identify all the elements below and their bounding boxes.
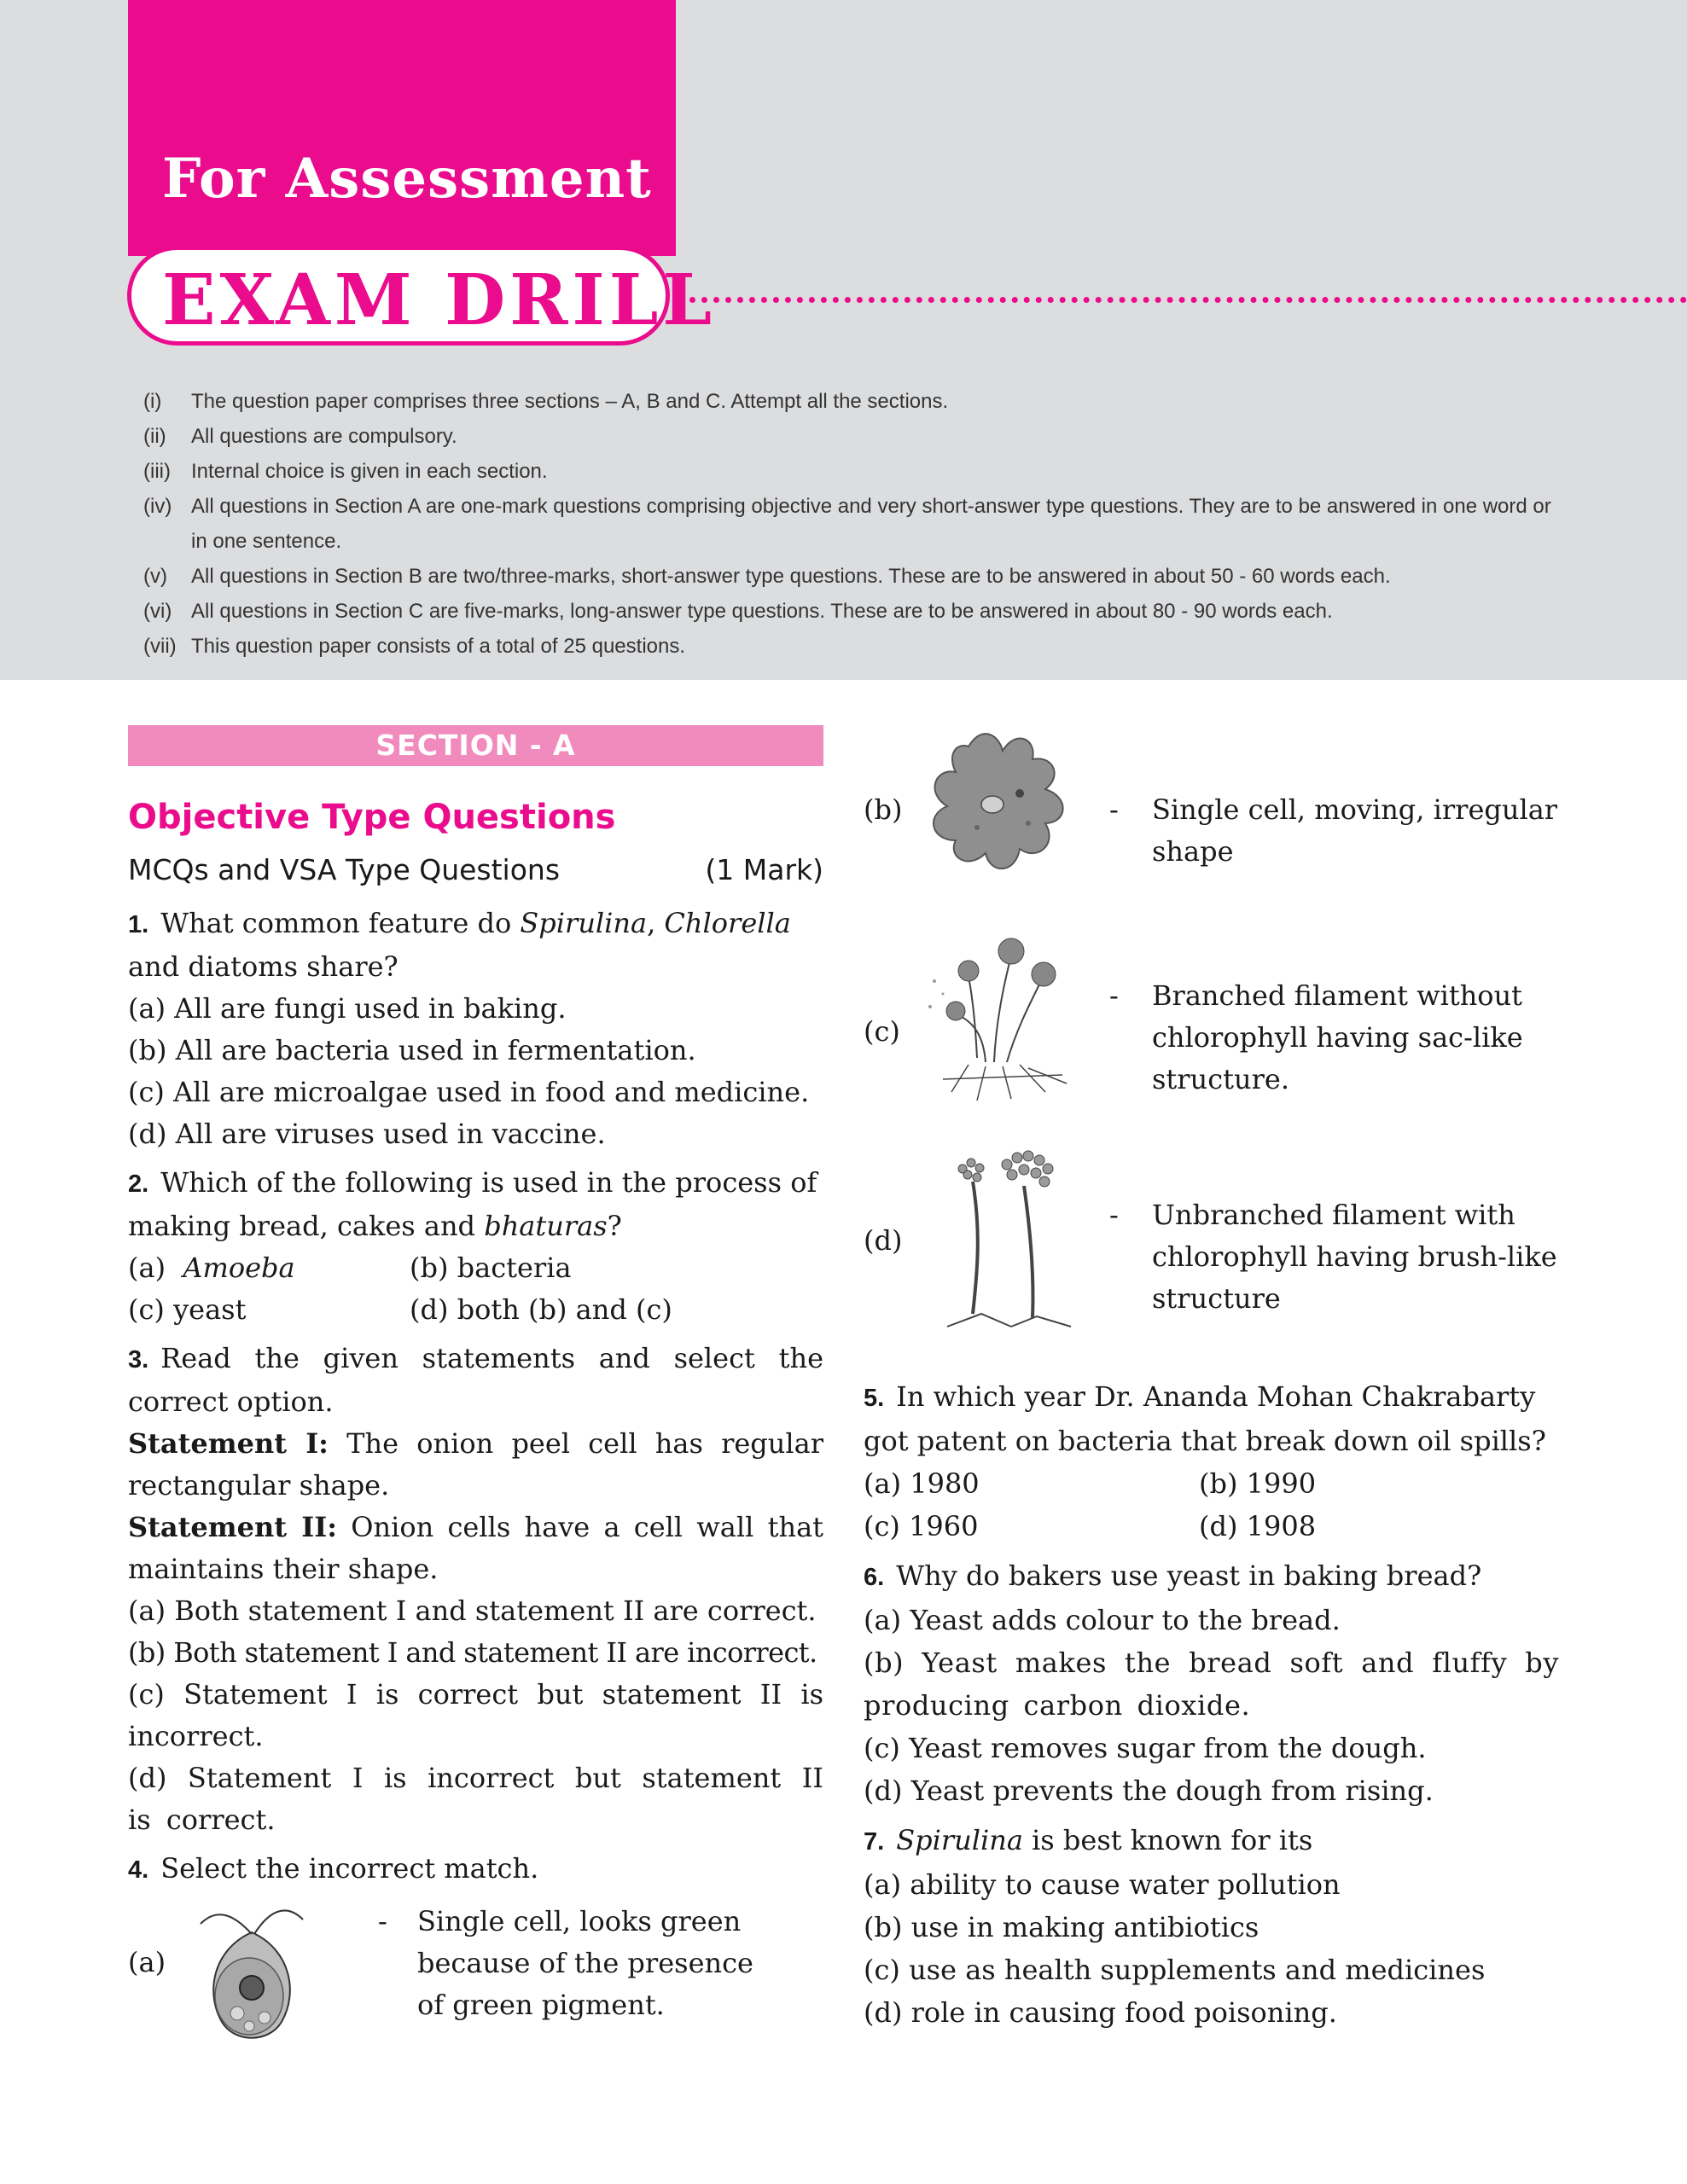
option: (b) use in making antibiotics: [864, 1911, 1259, 1943]
option: (a) ability to cause water pollution: [864, 1868, 1341, 1901]
option: (d) both (b) and (c): [410, 1293, 672, 1326]
match-a-label: (a): [128, 1946, 166, 1978]
instruction-item: (ii) All questions are compulsory.: [143, 425, 457, 448]
question-5: 5. In which year Dr. Ananda Mohan Chakrabarty got patent on bacteria that break down oil spills?: [864, 1380, 1546, 1457]
option: (d) All are viruses used in vaccine.: [128, 1118, 606, 1150]
match-b-label: (b): [864, 793, 903, 826]
question-4: 4. Select the incorrect match.: [128, 1852, 539, 1885]
match-d-label: (d): [864, 1224, 903, 1257]
statement-2: Statement II: Onion cells have a cell wall that maintains their shape.: [128, 1511, 824, 1585]
header-pink-block: [128, 0, 676, 256]
bread-mould-illustration: [926, 930, 1079, 1109]
instruction-item: (iii) Internal choice is given in each section.: [143, 460, 548, 483]
match-b-description: - Single cell, moving, irregular shape: [1109, 793, 1558, 868]
option: (b) All are bacteria used in fermentation.: [128, 1034, 696, 1066]
question-7: 7. Spirulina is best known for its: [864, 1824, 1313, 1856]
match-a-description: - Single cell, looks green because of the presence of green pigment.: [378, 1905, 753, 2021]
option: (c) 1960: [864, 1510, 979, 1542]
instruction-item: (vi) All questions in Section C are five-marks, long-answer type questions. These are to be answered in about 80 - 90 words each.: [143, 600, 1333, 623]
option: (c) Statement I is correct but statement II is incorrect.: [128, 1678, 823, 1752]
option: (a) 1980: [864, 1467, 980, 1500]
left-column: [128, 903, 823, 1891]
page-title: EXAM DRILL: [162, 259, 717, 341]
option: (a) Yeast adds colour to the bread.: [864, 1604, 1341, 1636]
question-3: 3. Read the given statements and select the correct option.: [128, 1342, 823, 1418]
question-1: 1. What common feature do Spirulina, Chlorella and diatoms share?: [128, 907, 791, 983]
section-label: SECTION - A: [128, 725, 823, 766]
objective-heading: Objective Type Questions: [128, 798, 616, 837]
option: (d) 1908: [1199, 1510, 1317, 1542]
penicillium-illustration: [930, 1147, 1084, 1335]
mcq-subheading: [128, 853, 823, 886]
option: (b) Both statement I and statement II are incorrect.: [128, 1636, 817, 1669]
euglena-illustration: [188, 1898, 316, 2048]
option-row: [128, 1289, 823, 1331]
marks-label: (1 Mark): [705, 853, 823, 886]
statement-1: Statement I: The onion peel cell has regular rectangular shape.: [128, 1427, 824, 1502]
question-6: 6. Why do bakers use yeast in baking bread?: [864, 1560, 1482, 1592]
subheading-text: MCQs and VSA Type Questions: [128, 853, 561, 886]
option: (c) use as health supplements and medicines: [864, 1954, 1486, 1986]
option: (c) All are microalgae used in food and medicine.: [128, 1076, 810, 1108]
option: (b) Yeast makes the bread soft and fluffy by producing carbon dioxide.: [864, 1647, 1559, 1722]
option: (d) Yeast prevents the dough from rising.: [864, 1774, 1434, 1807]
option: (a) All are fungi used in baking.: [128, 992, 567, 1025]
option-row: [128, 1247, 823, 1289]
question-2: 2. Which of the following is used in the process of making bread, cakes and bhaturas?: [128, 1166, 817, 1242]
option: (d) Statement I is incorrect but statement II is correct.: [128, 1762, 823, 1836]
right-column: [864, 1375, 1559, 2034]
match-c-description: - Branched filament without chlorophyll having sac-like structure.: [1109, 979, 1523, 1095]
amoeba-illustration: [917, 721, 1088, 883]
instruction-item: (v) All questions in Section B are two/three-marks, short-answer type questions. These are to be answered in about 50 - 60 words each.: [143, 565, 1391, 588]
instruction-item: (vii) This question paper consists of a total of 25 questions.: [143, 635, 686, 658]
option: (b) 1990: [1199, 1467, 1317, 1500]
option: (c) yeast: [128, 1293, 247, 1326]
option: (a) Both statement I and statement II are correct.: [128, 1594, 817, 1627]
option: (b) bacteria: [410, 1252, 572, 1284]
option: (a) Amoeba: [128, 1252, 295, 1284]
match-c-label: (c): [864, 1015, 900, 1048]
match-d-description: - Unbranched filament with chlorophyll having brush-like structure: [1109, 1199, 1557, 1315]
option: (c) Yeast removes sugar from the dough.: [864, 1732, 1427, 1764]
option: (d) role in causing food poisoning.: [864, 1996, 1337, 2029]
dotted-rule: [689, 297, 1687, 303]
option-row: [864, 1462, 1559, 1505]
instruction-item: (iv) All questions in Section A are one-mark questions comprising objective and very short-answer type questions. They are to be answered in one word or in one sentence.: [143, 495, 1551, 553]
instruction-item: (i) The question paper comprises three sections – A, B and C. Attempt all the sections.: [143, 390, 949, 413]
option-row: [864, 1505, 1559, 1548]
header-kicker: For Assessment: [162, 147, 652, 211]
instructions-list: [143, 384, 1551, 664]
